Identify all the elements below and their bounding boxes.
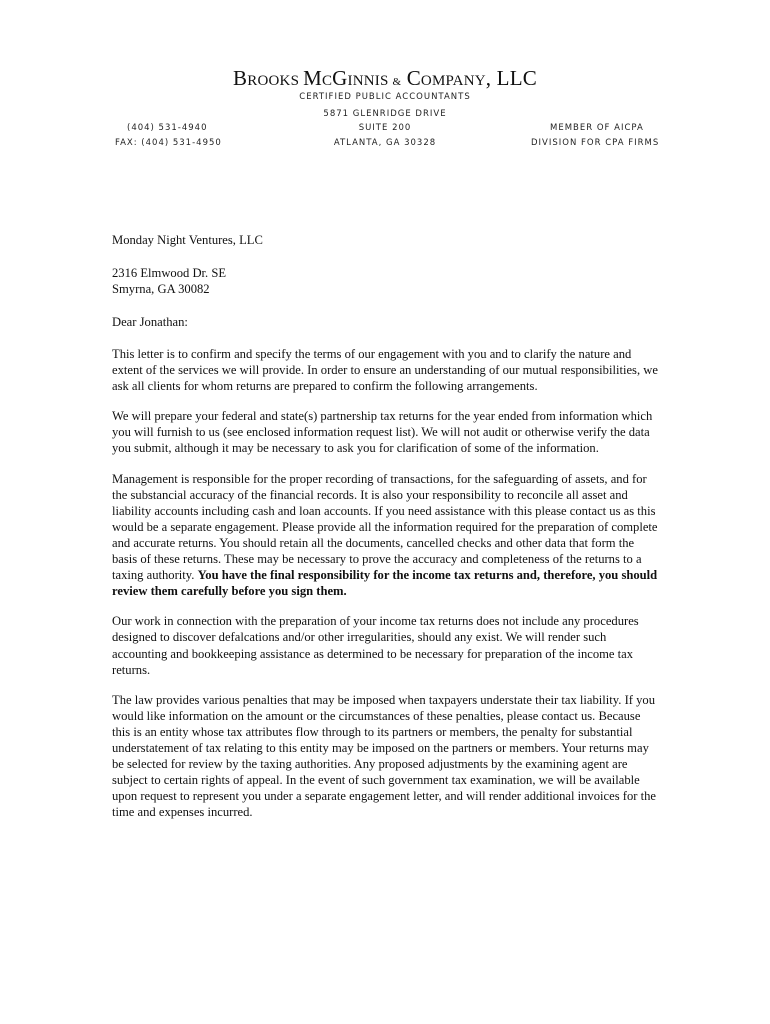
paragraph-management <box>112 471 660 600</box>
paragraph-engagement: This letter is to confirm and specify the terms of our engagement with you and to clarify the nature and extent of the services we will provide. In order to ensure an understanding of our mutual responsibilities, we ask all clients for whom returns are prepared to confirm the following arrangements. <box>112 347 658 394</box>
firm-fax: FAX: (404) 531-4950 <box>115 138 222 148</box>
firm-name: BROOKS MCGINNIS & COMPANY, LLC <box>233 66 537 90</box>
firm-suite: SUITE 200 <box>358 123 412 133</box>
salutation: Dear Jonathan: <box>112 315 188 329</box>
firm-city: ATLANTA, GA 30328 <box>333 138 437 148</box>
paragraph-management-emphasis: You have the final responsibility for the income tax returns and, therefore, you should review them carefully before you sign them. <box>112 568 658 599</box>
firm-subtitle: CERTIFIED PUBLIC ACCOUNTANTS <box>299 92 471 102</box>
firm-phone: (404) 531-4940 <box>127 123 208 133</box>
firm-member: MEMBER OF AICPA <box>550 123 644 133</box>
letter-body <box>112 346 660 834</box>
paragraph-management-text: Management is responsible for the proper recording of transactions, for the safeguarding of assets, and for the substancial accuracy of the financial records. It is also your responsibility to reconcile all asset and liability accounts including cash and loan accounts. If you need assistance with this please contact us as this would be a separate engagement. Please provide all the information required for the preparation of complete and accurate returns. You should retain all the documents, cancelled checks and other data that form the basis of these returns. These may be necessary to prove the accuracy and completeness of the returns to a taxing authority. <box>112 471 658 583</box>
firm-division: DIVISION FOR CPA FIRMS <box>531 138 660 148</box>
firm-street: 5871 GLENRIDGE DRIVE <box>323 109 447 119</box>
paragraph-penalties: The law provides various penalties that may be imposed when taxpayers understate their tax liability. If you would like information on the amount or the circumstances of these penalties, please contact us. Because this is an entity whose tax attributes flow through to its partners or members, the penalty for substantial understatement of tax relating to this entity may be imposed on the partners or members. Your returns may be selected for review by the taxing authorities. Any proposed adjustments by the examining agent are subject to certain rights of appeal. In the event of such government tax examination, we will be available upon request to represent you under a separate engagement letter, and will render additional invoices for the time and expenses incurred. <box>112 692 656 820</box>
paragraph-irregularities: Our work in connection with the preparation of your income tax returns does not include any procedures designed to discover defalcations and/or other irregularities, should any exist. We will render such accounting and bookkeeping assistance as determined to be necessary for preparation of the income tax returns. <box>112 614 639 677</box>
recipient-address-line-2: Smyrna, GA 30082 <box>112 282 210 296</box>
recipient-name: Monday Night Ventures, LLC <box>112 233 263 247</box>
recipient-address-line-1: 2316 Elmwood Dr. SE <box>112 266 227 280</box>
paragraph-tax-returns: We will prepare your federal and state(s) partnership tax returns for the year ended from information which you will furnish to us (see enclosed information request list). We will not audit or otherwise verify the data you submit, although it may be necessary to ask you for clarification of some of the information. <box>112 409 653 456</box>
